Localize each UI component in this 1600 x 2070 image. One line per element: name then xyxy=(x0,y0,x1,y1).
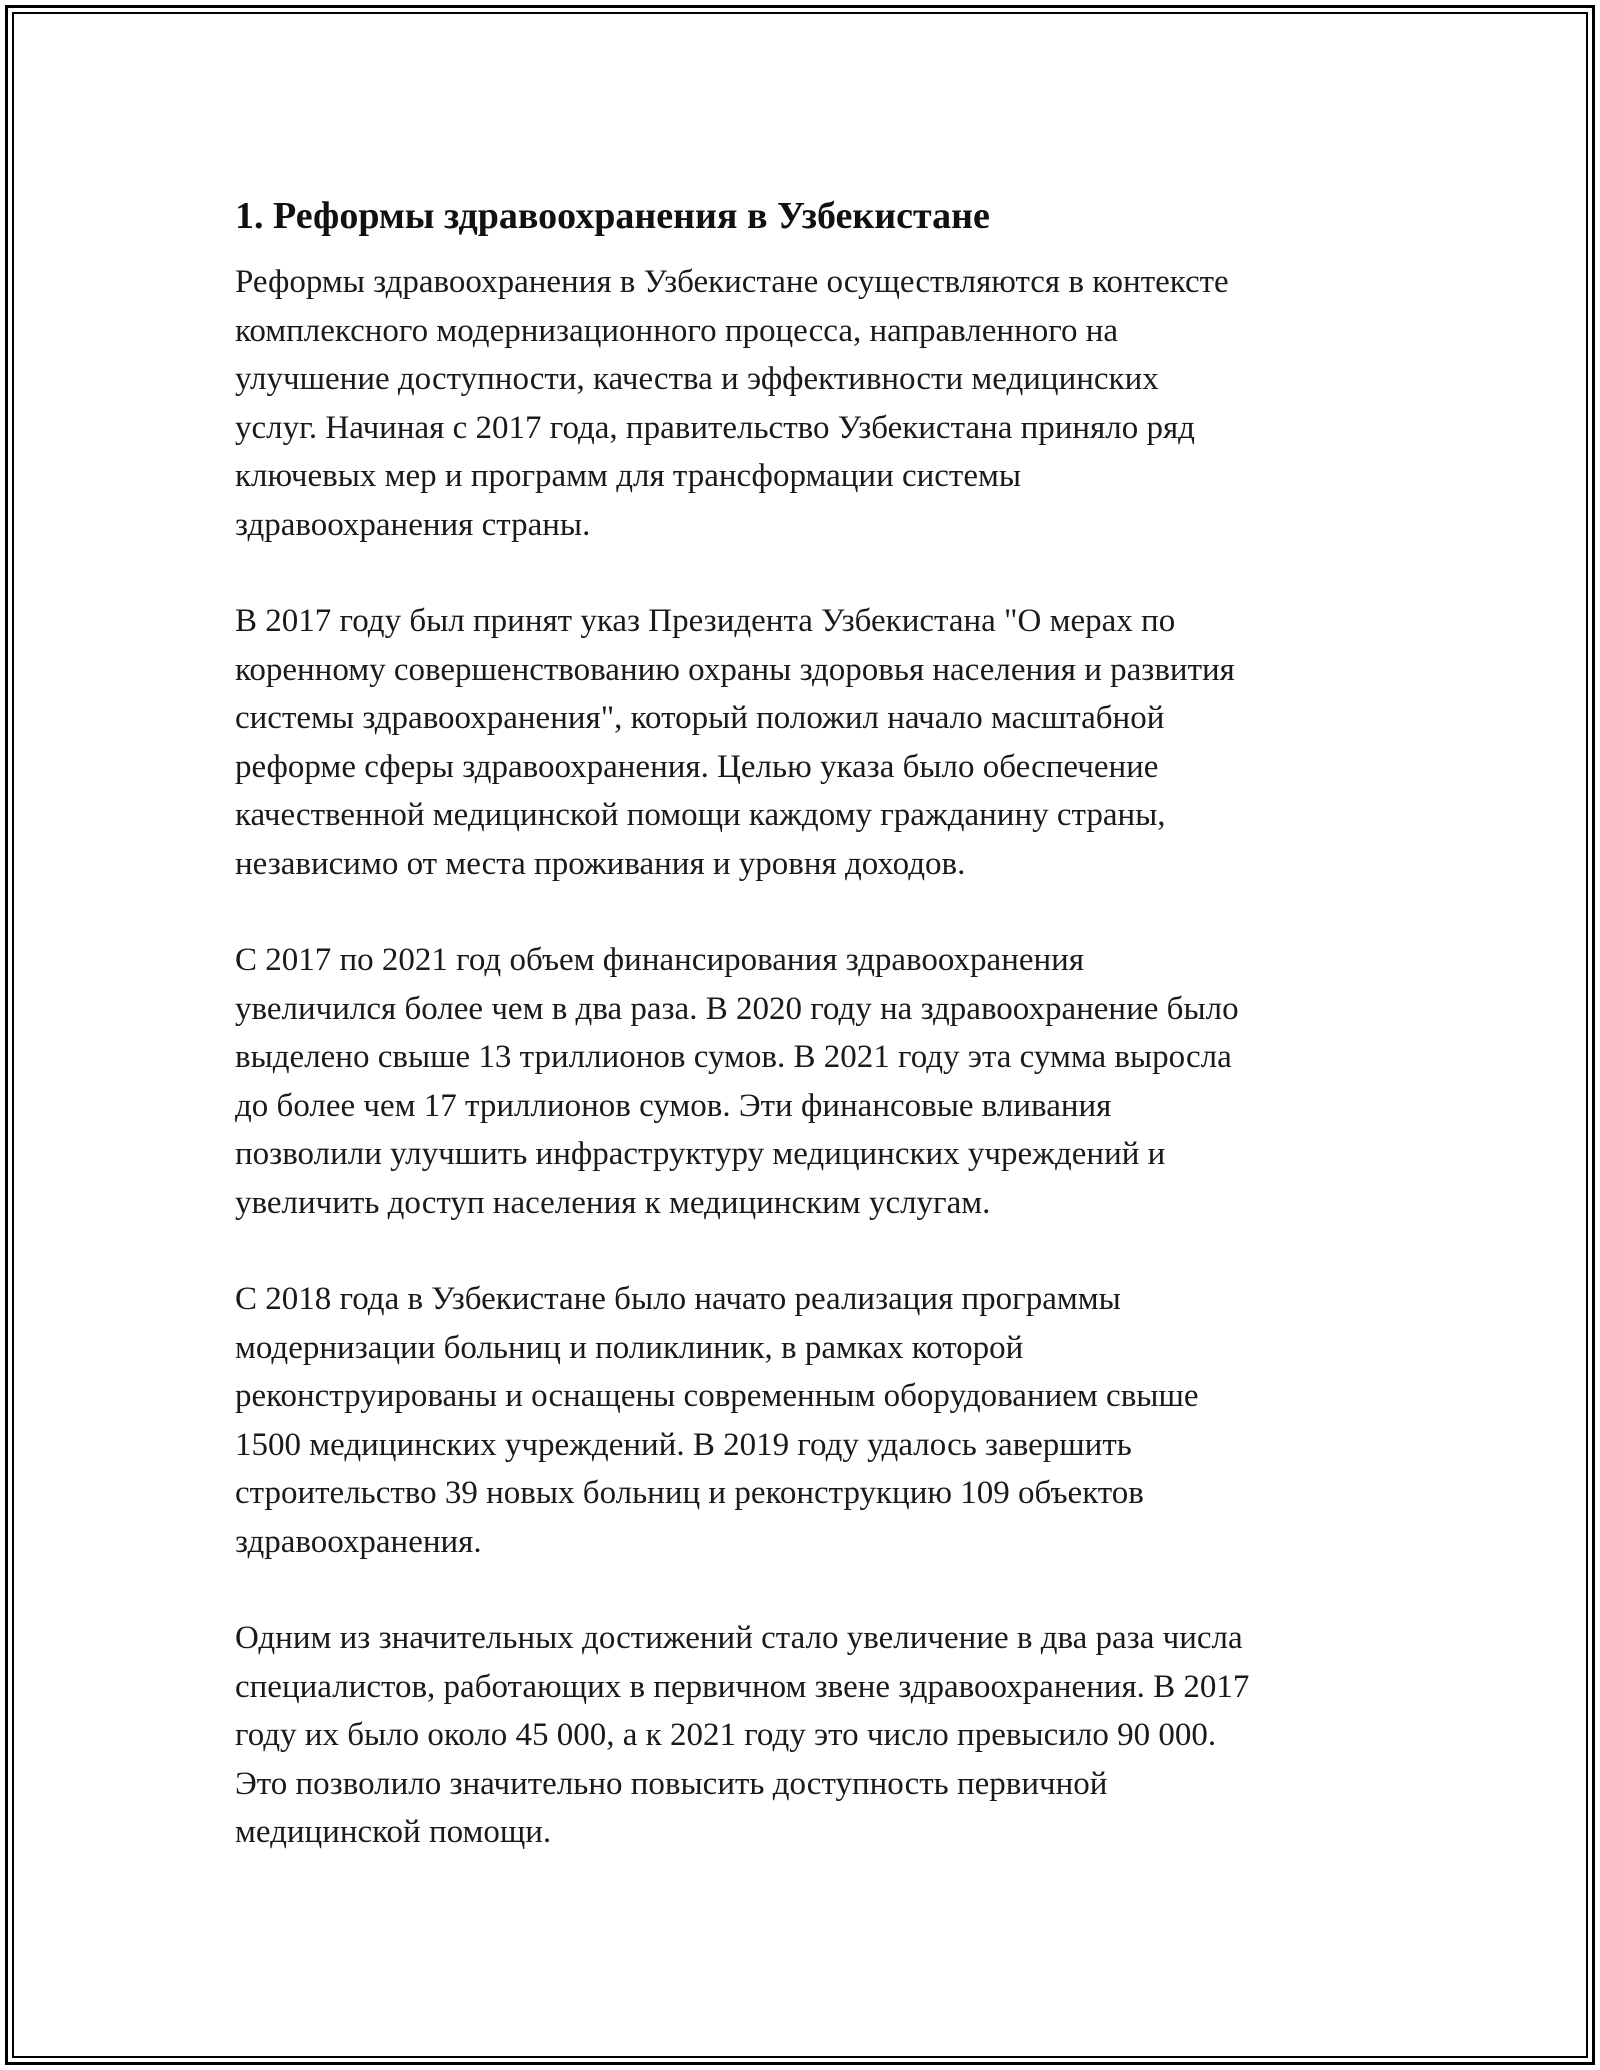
paragraph xyxy=(235,1275,1375,1566)
paragraph-line: услуг. Начиная с 2017 года, правительство Узбекистана приняло ряд xyxy=(235,409,1195,446)
document-body xyxy=(235,188,1375,1857)
paragraph-line: системы здравоохранения", который положил начало масштабной xyxy=(235,700,1165,736)
paragraph-line: комплексного модернизационного процесса, направленного на xyxy=(235,312,1119,349)
paragraph-line: здравоохранения. xyxy=(235,1523,482,1560)
paragraph xyxy=(235,936,1375,1227)
paragraph-line: увеличился более чем в два раза. В 2020 году на здравоохранение было xyxy=(235,990,1239,1027)
paragraph-line: до более чем 17 триллионов сумов. Эти финансовые вливания xyxy=(235,1087,1112,1124)
paragraph-line: качественной медицинской помощи каждому гражданину страны, xyxy=(235,797,1166,833)
paragraph-line: С 2018 года в Узбекистане было начато реализация программы xyxy=(235,1281,1121,1317)
paragraph-line: Реформы здравоохранения в Узбекистане осуществляются в контексте xyxy=(235,264,1229,300)
paragraph-line: строительство 39 новых больниц и реконструкцию 109 объектов xyxy=(235,1475,1144,1511)
paragraph xyxy=(235,597,1375,888)
paragraph-line: С 2017 по 2021 год объем финансирования здравоохранения xyxy=(235,942,1085,978)
paragraph-line: медицинской помощи. xyxy=(235,1814,552,1850)
paragraph-line: модернизации больниц и поликлиник, в рамках которой xyxy=(235,1329,1024,1366)
paragraph-line: выделено свыше 13 триллионов сумов. В 2021 году эта сумма выросла xyxy=(235,1039,1232,1075)
paragraph-line: Это позволило значительно повысить доступность первичной xyxy=(235,1765,1108,1802)
paragraph-line: специалистов, работающих в первичном звене здравоохранения. В 2017 xyxy=(235,1668,1250,1705)
paragraph-line: реконструированы и оснащены современным оборудованием свыше xyxy=(235,1378,1199,1414)
paragraph xyxy=(235,1614,1375,1857)
paragraph-line: реформе сферы здравоохранения. Целью указа было обеспечение xyxy=(235,748,1159,785)
paragraph-line: улучшение доступности, качества и эффективности медицинских xyxy=(235,361,1159,397)
section-title: 1. Реформы здравоохранения в Узбекистане xyxy=(235,195,990,237)
paragraph-line: Одним из значительных достижений стало увеличение в два раза числа xyxy=(235,1620,1243,1656)
paragraph-line: здравоохранения страны. xyxy=(235,506,591,543)
paragraph-line: 1500 медицинских учреждений. В 2019 году удалось завершить xyxy=(235,1426,1132,1463)
paragraph-line: коренному совершенствованию охраны здоровья населения и развития xyxy=(235,651,1235,688)
paragraph-line: увеличить доступ населения к медицинским услугам. xyxy=(235,1184,991,1221)
paragraph-line: В 2017 году был принят указ Президента Узбекистана "О мерах по xyxy=(235,603,1176,639)
paragraph-list xyxy=(235,258,1375,1857)
paragraph-line: позволили улучшить инфраструктуру медицинских учреждений и xyxy=(235,1136,1166,1172)
paragraph-line: году их было около 45 000, а к 2021 году это число превысило 90 000. xyxy=(235,1717,1217,1753)
paragraph xyxy=(235,258,1375,549)
paragraph-line: независимо от места проживания и уровня доходов. xyxy=(235,845,966,882)
paragraph-line: ключевых мер и программ для трансформации системы xyxy=(235,458,1022,494)
